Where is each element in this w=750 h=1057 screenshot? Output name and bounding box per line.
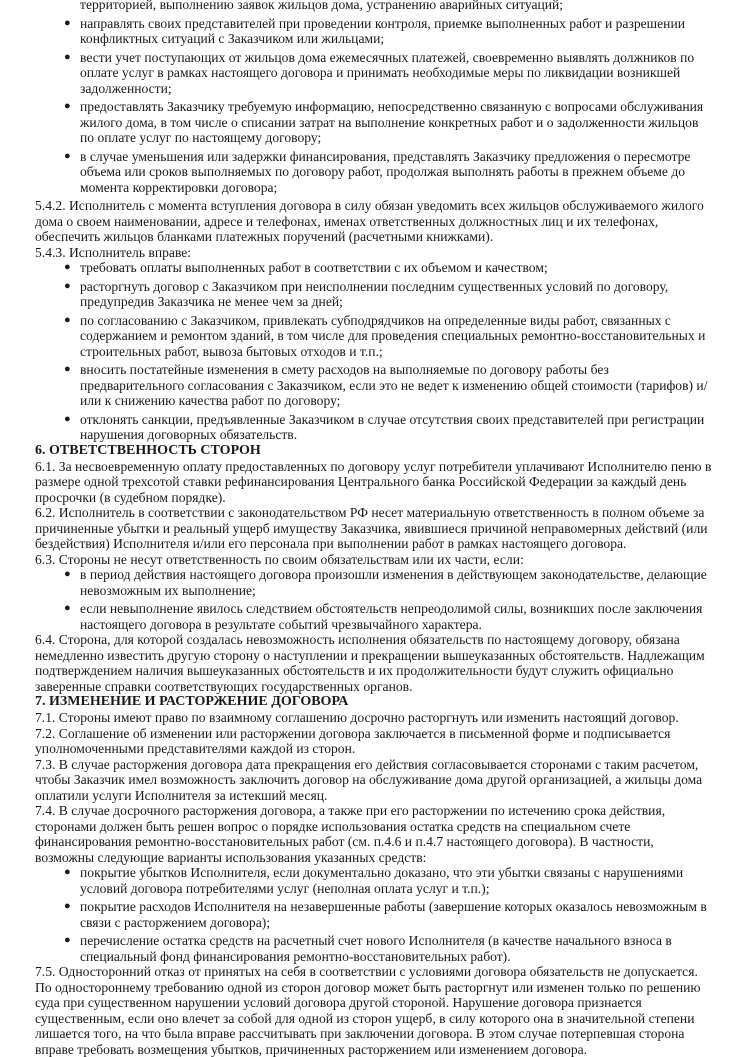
list-item-text: вносить постатейные изменения в смету расходов на выполняемые по договору работы без предварительного согласования с Заказчиком, если это не ведет к изменению общей стоимости (тарифов) и/или к снижению качества работ по договору; <box>80 362 708 408</box>
list-item-text: требовать оплаты выполненных работ в соответствии с их объемом и качеством; <box>80 260 548 275</box>
list-item-text: если невыполнение явилось следствием обстоятельств непреодолимой силы, возникших после заключения настоящего договора в результате событий чрезвычайного характера. <box>80 601 703 632</box>
list-item <box>64 865 715 896</box>
list-item-text: в случае уменьшения или задержки финансирования, представлять Заказчику предложения о пересмотре объема или сроков выполняемых по договору работ, продолжая выполнять работы в прежнем объеме до момента корректировки договора; <box>80 148 691 195</box>
bullet-icon: ● <box>64 50 71 63</box>
bullet-icon: ● <box>64 866 71 878</box>
list-item <box>64 933 715 964</box>
list-item-text: отклонять санкции, предъявленные Заказчиком в случае отсутствия своих представителей при регистрации нарушения договорных обязательств. <box>80 411 705 442</box>
list-item <box>64 15 715 47</box>
clause-7-1: 7.1. Стороны имеют право по взаимному соглашению досрочно расторгнуть или изменить настоящий договор. <box>35 710 679 725</box>
list-item-text: территорией, выполнению заявок жильцов дома, устранению аварийных ситуаций; <box>80 0 564 12</box>
bullet-icon: ● <box>64 16 71 29</box>
section-7-heading: 7. ИЗМЕНЕНИЕ И РАСТОРЖЕНИЕ ДОГОВОРА <box>35 694 349 709</box>
list-item-text: по согласованию с Заказчиком, привлекать субподрядчиков на определенные виды работ, связанных с содержанием и ремонтом зданий, в том числе для проведения специальных ремонтно-восстановительных и строительных работ, вывоза бытовых отходов и т.п.; <box>80 312 706 359</box>
bullet-icon: ● <box>64 568 71 580</box>
list-item <box>80 0 715 13</box>
list-item <box>64 411 715 443</box>
list-item <box>64 312 715 360</box>
list-item-text: перечисление остатка средств на расчетный счет нового Исполнителя (в качестве начального взноса в специальный фонд финансирования ремонтно-восстановительных работ). <box>80 933 672 964</box>
clause-7-2: 7.2. Соглашение об изменении или расторжении договора заключается в письменной форме и подписывается уполномоченными представителями каждой из сторон. <box>35 725 671 756</box>
clause-7-4: 7.4. В случае досрочного расторжения договора, а также при его расторжении по истечению срока действия, сторонами должен быть решен вопрос о порядке использования остатка средств на специальном счете финансирования ремонтно-восстановительных работ (см. п.4.6 и п.4.7 настоящего договора). В частности, возможны следующие варианты использования указанных средств: <box>35 803 666 865</box>
clause-6-1: 6.1. За несвоевременную оплату предоставленных по договору услуг потребители уплачивают Исполнителю пеню в размере одной трехсотой ставки рефинансирования Центрального банка Российской Федерации за каждый день просрочки (в судебном порядке). <box>35 458 712 505</box>
bullet-icon: ● <box>64 100 71 112</box>
list-item <box>64 148 715 196</box>
bullet-icon: ● <box>64 279 71 292</box>
list-item <box>64 601 715 632</box>
list-item-text: направлять своих представителей при проведении контроля, приемке выполненных работ и разрешении конфликтных ситуаций с Заказчиком или жильцами; <box>80 15 685 46</box>
list-item <box>64 567 715 598</box>
clause-7-4-list <box>35 865 715 964</box>
list-item-text: в период действия настоящего договора произошли изменения в действующем законодательстве, делающие невозможным их выполнение; <box>80 567 707 598</box>
clause-7-5: 7.5. Односторонний отказ от принятых на себя в соответствии с условиями договора обязательств не допускается. По одностороннему требованию одной из сторон договор может быть расторгнут или изменен только по решению суда при существенном нарушении условий договора другой стороной. Нарушение договора признается существенным, если оно влечет за собой для одной из сторон ущерб, в силу которого она в значительной степени лишается того, на что была вправе рассчитывать при заключении договора. В этом случае потерпевшая сторона вправе требовать возмещения убытков, причиненных расторжением или изменением договора. <box>35 964 701 1057</box>
list-item-text: покрытие расходов Исполнителя на незавершенные работы (завершение которых оказалось невозможным в связи с расторжением договора); <box>80 899 707 930</box>
section-6-heading: 6. ОТВЕТСТВЕННОСТЬ СТОРОН <box>35 442 261 458</box>
list-item <box>64 899 715 930</box>
list-item <box>64 49 715 97</box>
list-item-text: предоставлять Заказчику требуемую информацию, непосредственно связанную с вопросами обслуживания жилого дома, в том числе о списании затрат на выполнение конкретных работ и о задолженности жильцов по оплате услуг по настоящему договору; <box>80 99 704 145</box>
clause-6-3-list <box>35 567 715 632</box>
bullet-icon: ● <box>64 934 71 946</box>
list-item-text: покрытие убытков Исполнителя, если документально доказано, что эти убытки связаны с нарушениями условий договора потребителями услуг (неполная оплата услуг и т.п.); <box>80 865 684 896</box>
bullet-icon: ● <box>64 412 71 425</box>
list-item <box>64 99 715 146</box>
clause-7-3: 7.3. В случае расторжения договора дата прекращения его действия согласовывается сторонами с таким расчетом, чтобы Заказчик имел возможность заключить договор на обслуживание дома другой организацией, а жильцы дома оплатили услуги Исполнителя за истекший месяц. <box>35 756 703 803</box>
list-item <box>64 278 715 310</box>
clause-6-2: 6.2. Исполнитель в соответствии с законодательством РФ несет материальную ответственность в полном объеме за причиненные убытки и реальный ущерб имуществу Заказчика, явившиеся причиной неправомерных действий (или бездействия) Исполнителя и/или его персонала при выполнении работ в рамках настоящего договора. <box>35 505 708 551</box>
list-item <box>64 260 715 276</box>
clause-5-4-2: 5.4.2. Исполнитель с момента вступления договора в силу обязан уведомить всех жильцов обслуживаемого жилого дома о своем наименовании, адресе и телефонах, именах ответственных должностных лиц и их телефонах, обеспечить жильцов бланками платежных поручений (расчетными книжками). <box>35 198 704 244</box>
clause-5-4-3-list <box>35 260 715 443</box>
bullet-icon: ● <box>64 900 71 912</box>
bullet-icon: ● <box>64 363 71 375</box>
bullet-icon: ● <box>64 149 71 162</box>
clause-5-4-3: 5.4.3. Исполнитель вправе: <box>35 244 192 260</box>
bullet-icon: ● <box>64 602 71 614</box>
list-item <box>64 362 715 409</box>
list-item-text: расторгнуть договор с Заказчиком при неисполнении последним существенных условий по договору, предупредив Заказчика не менее чем за дней; <box>80 278 669 309</box>
clause-6-3: 6.3. Стороны не несут ответственность по своим обязательствам или их части, если: <box>35 551 524 567</box>
list-item-text: вести учет поступающих от жильцов дома ежемесячных платежей, своевременно выявлять должников по оплате услуг в рамках настоящего договора и принимать необходимые меры по ликвидации возникшей задолженности; <box>80 49 695 96</box>
bullet-icon: ● <box>64 261 71 273</box>
intro-bullet-list <box>35 0 715 195</box>
contract-document <box>35 0 715 1057</box>
bullet-icon: ● <box>64 313 71 326</box>
clause-6-4: 6.4. Сторона, для которой создалась невозможность исполнения обязательств по настоящему договору, обязана немедленно известить другую сторону о наступлении и прекращении вышеуказанных обстоятельств. Надлежащим подтверждением наличия вышеуказанных обстоятельств и их продолжительности будут служить официально заверенные справки соответствующих государственных органов. <box>35 632 705 694</box>
